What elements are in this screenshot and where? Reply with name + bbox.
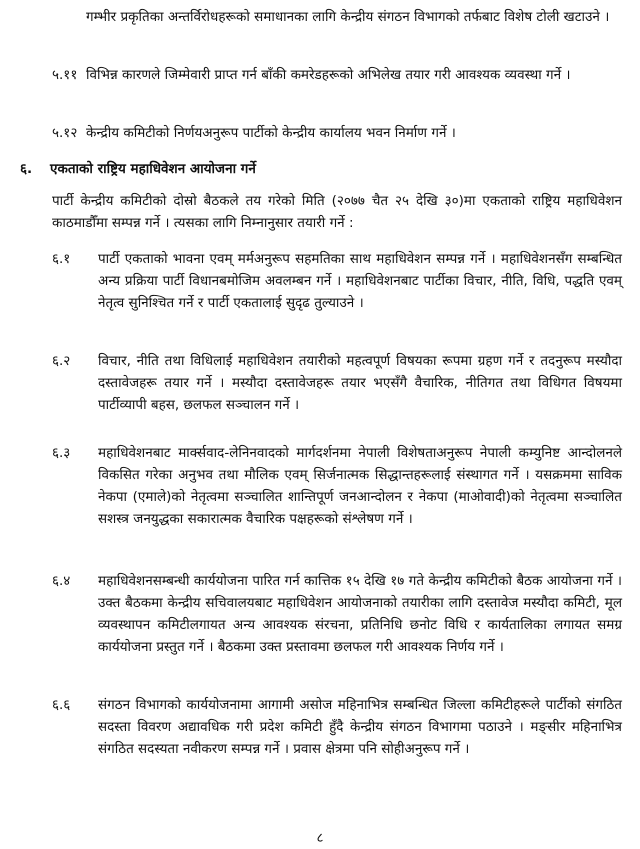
item-number: ६.६ — [52, 697, 71, 713]
item-text: महाधिवेशनसम्बन्धी कार्ययोजना पारित गर्न कात्तिक १५ देखि १७ गते केन्द्रीय कमिटीको बैठक आयोजना गर्ने । उक्त बैठकमा केन्द्रीय सचिवालयबाट महाधिवेशन आयोजनाको तयारीका लागि दस्तावेज मस्यौदा कमिटी, मूल व्यवस्थापन कमिटीलगायत अन्य आवश्यक संरचना, प्रतिनिधि छनोट विधि र कार्यतालिका लगायत समग्र कार्ययोजना प्रस्तुत गर्ने । बैठकमा उक्त प्रस्तावमा छलफल गरी आवश्यक निर्णय गर्ने । — [98, 573, 622, 655]
page-number: ८ — [316, 830, 324, 846]
item-text: पार्टी एकताको भावना एवम् मर्मअनुरूप सहमतिका साथ महाधिवेशन सम्पन्न गर्ने । महाधिवेशनसँग सम्बन्धित अन्य प्रक्रिया पार्टी विधानबमोजिम अवलम्बन गर्ने । महाधिवेशनबाट पार्टीका विचार, नीति, विधि, पद्धति एवम् नेतृत्व सुनिश्चित गर्ने र पार्टी एकतालाई सुदृढ तुल्याउने । — [98, 251, 622, 311]
section-intro: पार्टी केन्द्रीय कमिटीको दोस्रो बैठकले तय गरेको मिति (२०७७ चैत २५ देखि ३०)मा एकताको राष्ट्रिय महाधिवेशन काठमाडौँमा सम्पन्न गर्ने । त्यसका लागि निम्नानुसार तयारी गर्ने : — [52, 193, 622, 231]
continued-paragraph: गम्भीर प्रकृतिका अन्तर्विरोधहरूको समाधानका लागि केन्द्रीय संगठन विभागको तर्फबाट विशेष टोली खटाउने । — [86, 9, 610, 25]
section-heading: एकताको राष्ट्रिय महाधिवेशन आयोजना गर्ने — [50, 161, 256, 177]
item-text: संगठन विभागको कार्ययोजनामा आगामी असोज महिनाभित्र सम्बन्धित जिल्ला कमिटीहरूले पार्टीको संगठित सदस्ता विवरण अद्यावधिक गरी प्रदेश कमिटी हुँदै केन्द्रीय संगठन विभागमा पठाउने । मङ्सीर महिनाभित्र संगठित सदस्यता नवीकरण सम्पन्न गर्ने । प्रवास क्षेत्रमा पनि सोहीअनुरूप गर्ने । — [98, 697, 622, 757]
item-text: केन्द्रीय कमिटीको निर्णयअनुरूप पार्टीको केन्द्रीय कार्यालय भवन निर्माण गर्ने । — [86, 125, 456, 141]
item-number: ५.१२ — [52, 125, 78, 141]
item-number: ६.३ — [52, 445, 71, 461]
item-text: विभिन्न कारणले जिम्मेवारी प्राप्त गर्न बाँकी कमरेडहरूको अभिलेख तयार गरी आवश्यक व्यवस्था गर्ने । — [86, 67, 571, 83]
item-number: ६.१ — [52, 251, 71, 267]
item-number: ६.४ — [52, 573, 71, 589]
section-number: ६. — [20, 161, 33, 177]
item-text: महाधिवेशनबाट मार्क्सवाद-लेनिनवादको मार्गदर्शनमा नेपाली विशेषताअनुरूप नेपाली कम्युनिष्ट आन्दोलनले विकसित गरेका अनुभव तथा मौलिक एवम् सिर्जनात्मक सिद्धान्तहरूलाई संस्थागत गर्ने । यसक्रममा साविक नेकपा (एमाले)को नेतृत्वमा सञ्चालित शान्तिपूर्ण जनआन्दोलन र नेकपा (माओवादी)को नेतृत्वमा सञ्चालित सशस्त्र जनयुद्धका सकारात्मक वैचारिक पक्षहरूको संश्लेषण गर्ने । — [98, 445, 622, 527]
item-text: विचार, नीति तथा विधिलाई महाधिवेशन तयारीको महत्वपूर्ण विषयका रूपमा ग्रहण गर्ने र तदनुरूप मस्यौदा दस्तावेजहरू तयार गर्ने । मस्यौदा दस्तावेजहरू तयार भएसँगै वैचारिक, नीतिगत तथा विधिगत विषयमा पार्टीव्यापी बहस, छलफल सञ्चालन गर्ने । — [98, 353, 622, 413]
item-number: ५.११ — [52, 67, 78, 83]
item-number: ६.२ — [52, 353, 71, 369]
